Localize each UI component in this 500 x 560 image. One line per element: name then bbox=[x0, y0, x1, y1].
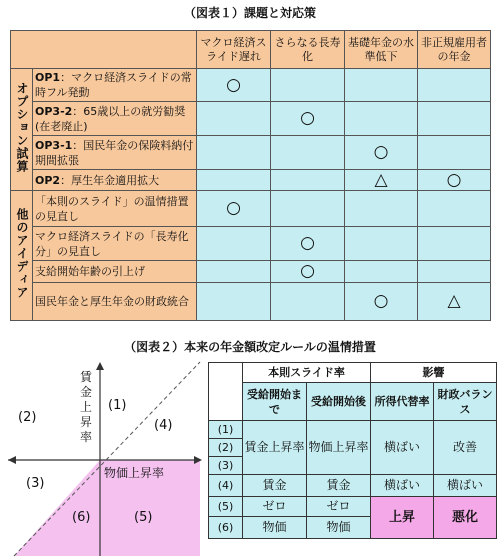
price-axis-label: 物価上昇率 bbox=[104, 466, 165, 480]
col-header: マクロ経済スライド遅れ bbox=[197, 31, 271, 69]
value-cell: 物価 bbox=[243, 517, 307, 539]
mark-cell bbox=[418, 227, 491, 261]
diagram-graphics bbox=[4, 358, 204, 558]
figure2-title: （図表２）本来の年金額改定ルールの温情措置 bbox=[124, 340, 376, 354]
row-label: OP3-2：65歳以上の就労勧奨(在老廃止) bbox=[33, 102, 197, 136]
issues-measures-table bbox=[10, 30, 491, 321]
mark-cell: ○ bbox=[345, 283, 418, 321]
value-cell: 賃金 bbox=[307, 475, 371, 497]
region-label: (6) bbox=[72, 510, 91, 525]
row-label: OP3-1：国民年金の保険料納付期間拡張 bbox=[33, 136, 197, 170]
revision-rule-diagram bbox=[4, 358, 204, 558]
price-axis-arrow-left bbox=[8, 456, 16, 464]
value-cell: 横ばい bbox=[434, 475, 497, 497]
mark-cell: ○ bbox=[271, 102, 345, 136]
wage-axis-label: 賃金上昇率 bbox=[79, 370, 92, 444]
mark-cell bbox=[345, 261, 418, 283]
value-cell: 改善 bbox=[434, 421, 497, 475]
mark-cell bbox=[197, 283, 271, 321]
mark-cell bbox=[271, 136, 345, 170]
value-cell: 横ばい bbox=[371, 421, 434, 475]
value-cell: ゼロ bbox=[243, 497, 307, 517]
row-number: (3) bbox=[209, 457, 243, 475]
mark-cell bbox=[418, 136, 491, 170]
mark-cell: △ bbox=[345, 170, 418, 191]
highlight-cell: 悪化 bbox=[434, 497, 497, 539]
mark-cell bbox=[418, 69, 491, 102]
region-label: (5) bbox=[134, 510, 153, 525]
row-label: 支給開始年齢の引上げ bbox=[33, 261, 197, 283]
row-number: (2) bbox=[209, 439, 243, 457]
row-number: (4) bbox=[209, 475, 243, 497]
mark-cell bbox=[197, 261, 271, 283]
mark-cell bbox=[197, 136, 271, 170]
region-label: (1) bbox=[108, 398, 127, 413]
mark-cell bbox=[345, 102, 418, 136]
mark-cell bbox=[418, 102, 491, 136]
wage-axis-arrow bbox=[96, 362, 104, 370]
region-label: (2) bbox=[18, 410, 37, 425]
sub-header: 所得代替率 bbox=[371, 383, 434, 421]
mark-cell bbox=[345, 227, 418, 261]
row-label: OP1：マクロ経済スライドの常時フル発動 bbox=[33, 69, 197, 102]
mark-cell: ○ bbox=[418, 170, 491, 191]
value-cell: 物価上昇率 bbox=[307, 421, 371, 475]
mark-cell bbox=[197, 102, 271, 136]
row-number: (5) bbox=[209, 497, 243, 517]
row-number: (1) bbox=[209, 421, 243, 439]
mark-cell bbox=[345, 69, 418, 102]
mark-cell bbox=[271, 191, 345, 227]
slide-rule-table bbox=[208, 362, 497, 539]
row-number: (6) bbox=[209, 517, 243, 539]
group-label-other-ideas: 他のアイディア bbox=[11, 191, 33, 321]
row-label: 国民年金と厚生年金の財政統合 bbox=[33, 283, 197, 321]
group-label-options: オプション試算 bbox=[11, 69, 33, 191]
value-cell: ゼロ bbox=[307, 497, 371, 517]
value-cell: 物価 bbox=[307, 517, 371, 539]
value-cell: 横ばい bbox=[371, 475, 434, 497]
region-label: (3) bbox=[26, 476, 45, 491]
sub-header: 財政バランス bbox=[434, 383, 497, 421]
col-header: 基礎年金の水準低下 bbox=[345, 31, 418, 69]
mark-cell bbox=[418, 191, 491, 227]
value-cell: 賃金 bbox=[243, 475, 307, 497]
mark-cell bbox=[418, 261, 491, 283]
mark-cell: ○ bbox=[271, 261, 345, 283]
sub-header: 受給開始後 bbox=[307, 383, 371, 421]
value-cell: 賃金上昇率 bbox=[243, 421, 307, 475]
mark-cell bbox=[345, 191, 418, 227]
sub-header: 受給開始まで bbox=[243, 383, 307, 421]
row-label: OP2：厚生年金適用拡大 bbox=[33, 170, 197, 191]
col-header: 非正規雇用者の年金 bbox=[418, 31, 491, 69]
mark-cell bbox=[197, 227, 271, 261]
header-main: 本則スライド率 bbox=[243, 363, 371, 383]
mark-cell: ○ bbox=[345, 136, 418, 170]
mark-cell bbox=[197, 170, 271, 191]
mark-cell: ○ bbox=[197, 69, 271, 102]
header-corner bbox=[11, 31, 197, 69]
mark-cell bbox=[271, 170, 345, 191]
highlight-cell: 上昇 bbox=[371, 497, 434, 539]
mark-cell: ○ bbox=[197, 191, 271, 227]
figure1-title: （図表１）課題と対応策 bbox=[183, 6, 316, 20]
row-label: 「本則のスライド」の温情措置の見直し bbox=[33, 191, 197, 227]
mark-cell: △ bbox=[418, 283, 491, 321]
mark-cell bbox=[271, 283, 345, 321]
header-impact: 影響 bbox=[371, 363, 497, 383]
mark-cell: ○ bbox=[271, 227, 345, 261]
mark-cell bbox=[271, 69, 345, 102]
col-header: さらなる長寿化 bbox=[271, 31, 345, 69]
region-label: (4) bbox=[154, 418, 173, 433]
row-label: マクロ経済スライドの「長寿化分」の見直し bbox=[33, 227, 197, 261]
table-corner bbox=[209, 363, 243, 421]
